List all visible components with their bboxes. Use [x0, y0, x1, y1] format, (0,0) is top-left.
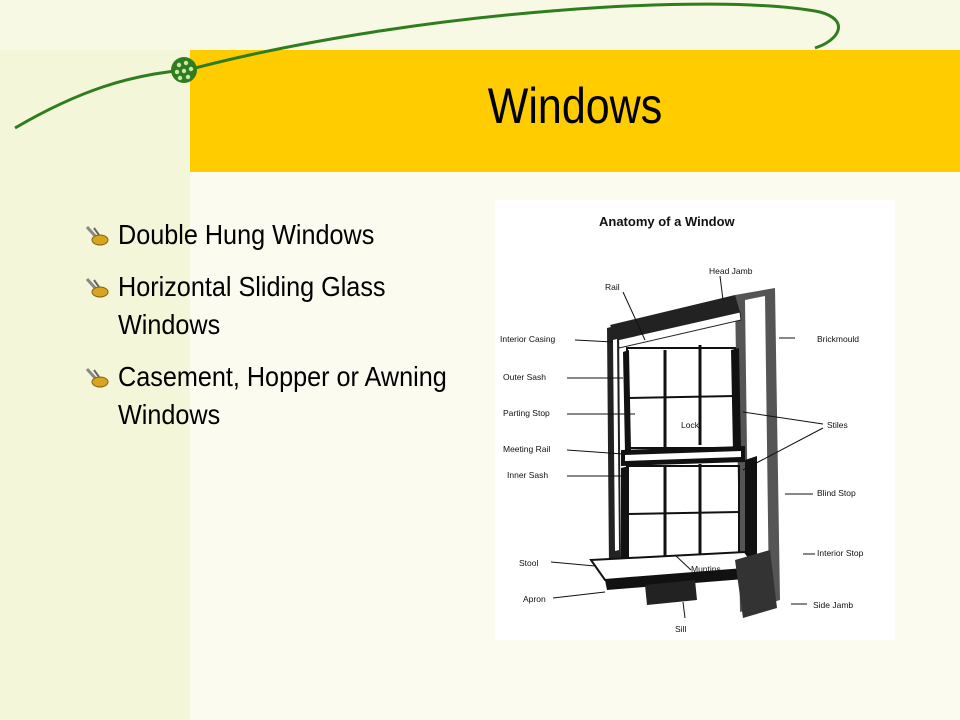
- label-interior-stop: Interior Stop: [817, 548, 864, 558]
- bullet-text: Double Hung Windows: [118, 219, 375, 250]
- label-stiles: Stiles: [827, 420, 848, 430]
- label-meeting-rail: Meeting Rail: [503, 444, 551, 454]
- label-inner-sash: Inner Sash: [507, 470, 549, 480]
- list-item: [84, 216, 464, 254]
- label-stool: Stool: [519, 558, 539, 568]
- label-muntins: Muntins: [691, 564, 721, 574]
- label-blind-stop: Blind Stop: [817, 488, 856, 498]
- bullet-list: [84, 216, 464, 448]
- label-parting-stop: Parting Stop: [503, 408, 550, 418]
- label-sill: Sill: [675, 624, 687, 634]
- label-rail: Rail: [605, 282, 620, 292]
- diagram-heading: Anatomy of a Window: [599, 214, 735, 229]
- label-interior-casing: Interior Casing: [500, 334, 556, 344]
- list-item: [84, 358, 464, 434]
- slide-title: Windows: [487, 78, 663, 134]
- label-lock: Lock: [681, 420, 699, 430]
- label-side-jamb: Side Jamb: [813, 600, 854, 610]
- bullet-icon: [84, 276, 110, 298]
- background-texture-top: [0, 0, 960, 50]
- label-outer-sash: Outer Sash: [503, 372, 546, 382]
- list-item: [84, 268, 464, 344]
- bullet-icon: [84, 366, 110, 388]
- label-brickmould: Brickmould: [817, 334, 860, 344]
- bullet-icon: [84, 224, 110, 246]
- label-head-jamb: Head Jamb: [709, 266, 753, 276]
- window-anatomy-diagram: [495, 200, 895, 640]
- bullet-text: Horizontal Sliding Glass Windows: [118, 271, 386, 340]
- label-apron: Apron: [523, 594, 546, 604]
- bullet-text: Casement, Hopper or Awning Windows: [118, 361, 447, 430]
